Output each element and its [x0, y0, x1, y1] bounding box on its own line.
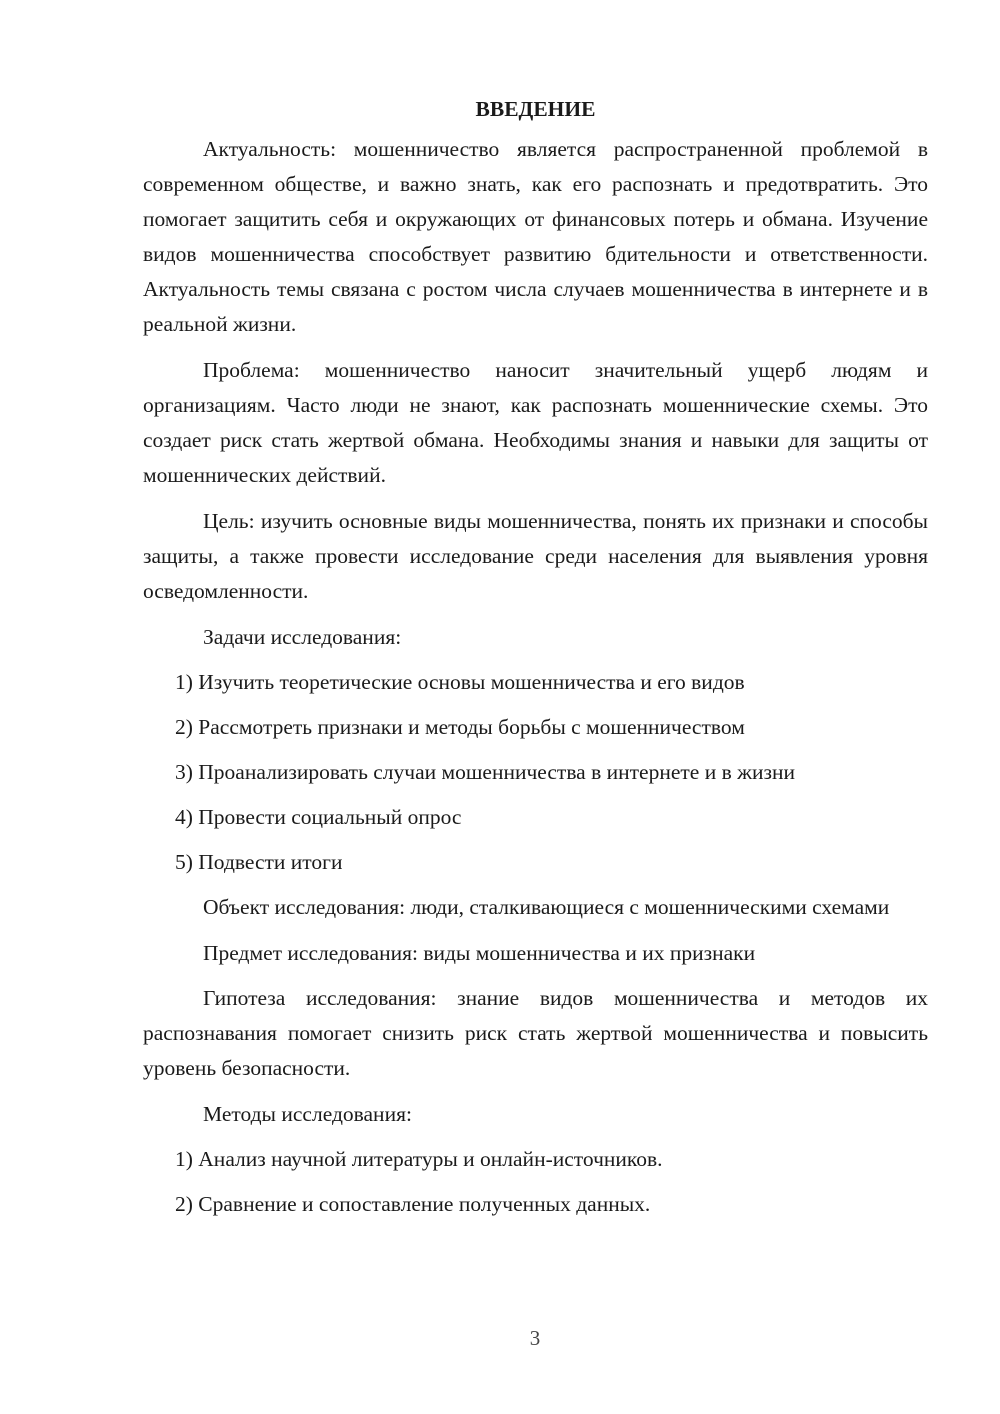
list-item: 2) Сравнение и сопоставление полученных данных. — [175, 1192, 651, 1216]
problem-paragraph: Проблема: мошенничество наносит значительный ущерб людям и организациям. Часто люди не знают, как распознать мошеннические схемы. Это создает риск стать жертвой обмана. Необходимы знания и навыки для защиты от мошеннических действий. — [143, 358, 928, 487]
list-item: 3) Проанализировать случаи мошенничества в интернете и в жизни — [175, 760, 795, 784]
list-item: 2) Рассмотреть признаки и методы борьбы с мошенничеством — [175, 715, 745, 739]
tasks-list — [143, 665, 928, 880]
page-number: 3 — [529, 1326, 541, 1350]
object-paragraph: Объект исследования: люди, сталкивающиеся с мошенническими схемами — [203, 895, 890, 919]
document-page — [143, 92, 928, 1232]
relevance-paragraph: Актуальность: мошенничество является распространенной проблемой в современном обществе, и важно знать, как его распознать и предотвратить. Это помогает защитить себя и окружающих от финансовых потерь и обмана. Изучение видов мошенничества способствует развитию бдительности и ответственности. Актуальность темы связана с ростом числа случаев мошенничества в интернете и в реальной жизни. — [143, 137, 928, 336]
list-item: 1) Изучить теоретические основы мошенничества и его видов — [175, 670, 745, 694]
list-item: 5) Подвести итоги — [175, 850, 343, 874]
methods-list — [143, 1142, 928, 1222]
hypothesis-paragraph: Гипотеза исследования: знание видов мошенничества и методов их распознавания помогает снизить риск стать жертвой мошенничества и повысить уровень безопасности. — [143, 986, 928, 1080]
methods-heading: Методы исследования: — [203, 1102, 412, 1126]
tasks-heading: Задачи исследования: — [203, 625, 402, 649]
list-item: 1) Анализ научной литературы и онлайн-источников. — [175, 1147, 663, 1171]
page-title: ВВЕДЕНИЕ — [475, 97, 596, 121]
goal-paragraph: Цель: изучить основные виды мошенничества, понять их признаки и способы защиты, а также провести исследование среди населения для выявления уровня осведомленности. — [143, 509, 928, 603]
subject-paragraph: Предмет исследования: виды мошенничества и их признаки — [203, 941, 756, 965]
list-item: 4) Провести социальный опрос — [175, 805, 462, 829]
